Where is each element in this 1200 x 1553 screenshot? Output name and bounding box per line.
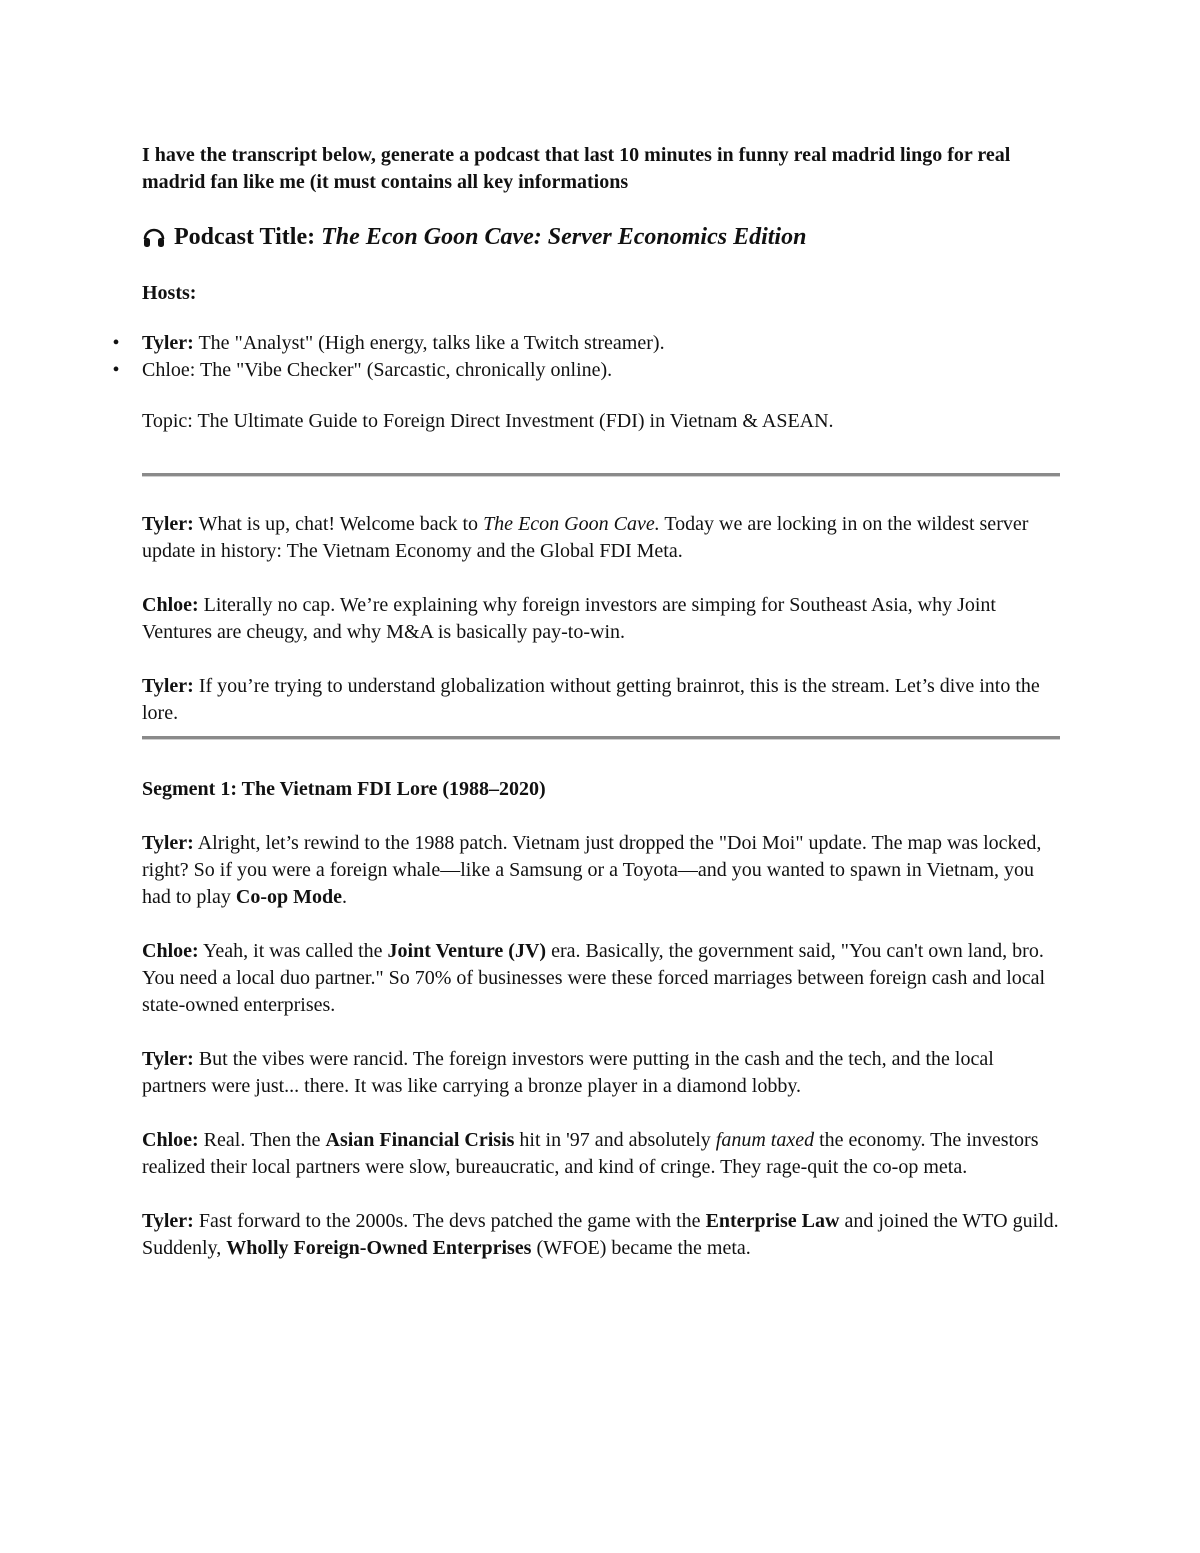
dialogue-line: Tyler: If you’re trying to understand globalization without getting brainrot, this is the stream. Let’s dive into the lore. bbox=[142, 675, 1040, 724]
headphones-icon bbox=[142, 225, 166, 249]
divider bbox=[142, 736, 1060, 740]
hosts-list bbox=[112, 330, 1060, 384]
dialogue-line: Chloe: Real. Then the Asian Financial Crisis hit in '97 and absolutely fanum taxed the economy. The investors realized their local partners were slow, bureaucratic, and kind of cringe. They rage-quit the co-op meta. bbox=[142, 1129, 1039, 1178]
dialogue-line: Tyler: Fast forward to the 2000s. The devs patched the game with the Enterprise Law and joined the WTO guild. Suddenly, Wholly Foreign-Owned Enterprises (WFOE) became the meta. bbox=[142, 1210, 1059, 1259]
dialogue-line: Tyler: Alright, let’s rewind to the 1988 patch. Vietnam just dropped the "Doi Moi" update. The map was locked, right? So if you were a foreign whale—like a Samsung or a Toyota—and you wanted to spawn in Vietnam, you had to play Co-op Mode. bbox=[142, 832, 1042, 908]
podcast-title-value: The Econ Goon Cave: Server Economics Edition bbox=[321, 224, 807, 250]
dialogue-line: Chloe: Yeah, it was called the Joint Venture (JV) era. Basically, the government said, "You can't own land, bro. You need a local duo partner." So 70% of businesses were these forced marriages between foreign cash and local state-owned enterprises. bbox=[142, 940, 1046, 1016]
hosts-heading: Hosts: bbox=[142, 282, 197, 304]
intro-prompt: I have the transcript below, generate a podcast that last 10 minutes in funny real madrid lingo for real madrid fan like me (it must contains all key informations bbox=[142, 144, 1011, 193]
dialogue-line: Tyler: But the vibes were rancid. The foreign investors were putting in the cash and the tech, and the local partners were just... there. It was like carrying a bronze player in a diamond lobby. bbox=[142, 1048, 994, 1097]
podcast-title-label: Podcast Title: bbox=[174, 224, 316, 250]
list-item: • Chloe: The "Vibe Checker" (Sarcastic, chronically online). bbox=[142, 357, 1060, 384]
segment-title: Segment 1: The Vietnam FDI Lore (1988–2020) bbox=[142, 778, 546, 800]
document-page bbox=[112, 142, 1060, 1262]
topic-line: Topic: The Ultimate Guide to Foreign Direct Investment (FDI) in Vietnam & ASEAN. bbox=[142, 410, 834, 432]
divider bbox=[142, 473, 1060, 477]
list-item: • Tyler: The "Analyst" (High energy, talks like a Twitch streamer). bbox=[142, 330, 1060, 357]
dialogue-line: Chloe: Literally no cap. We’re explaining why foreign investors are simping for Southeast Asia, why Joint Ventures are cheugy, and why M&A is basically pay-to-win. bbox=[142, 594, 996, 643]
dialogue-line: Tyler: What is up, chat! Welcome back to The Econ Goon Cave. Today we are locking in on the wildest server update in history: The Vietnam Economy and the Global FDI Meta. bbox=[142, 513, 1029, 562]
podcast-title bbox=[142, 222, 1060, 252]
bullet-icon: • bbox=[112, 359, 120, 381]
bullet-icon: • bbox=[112, 332, 120, 354]
